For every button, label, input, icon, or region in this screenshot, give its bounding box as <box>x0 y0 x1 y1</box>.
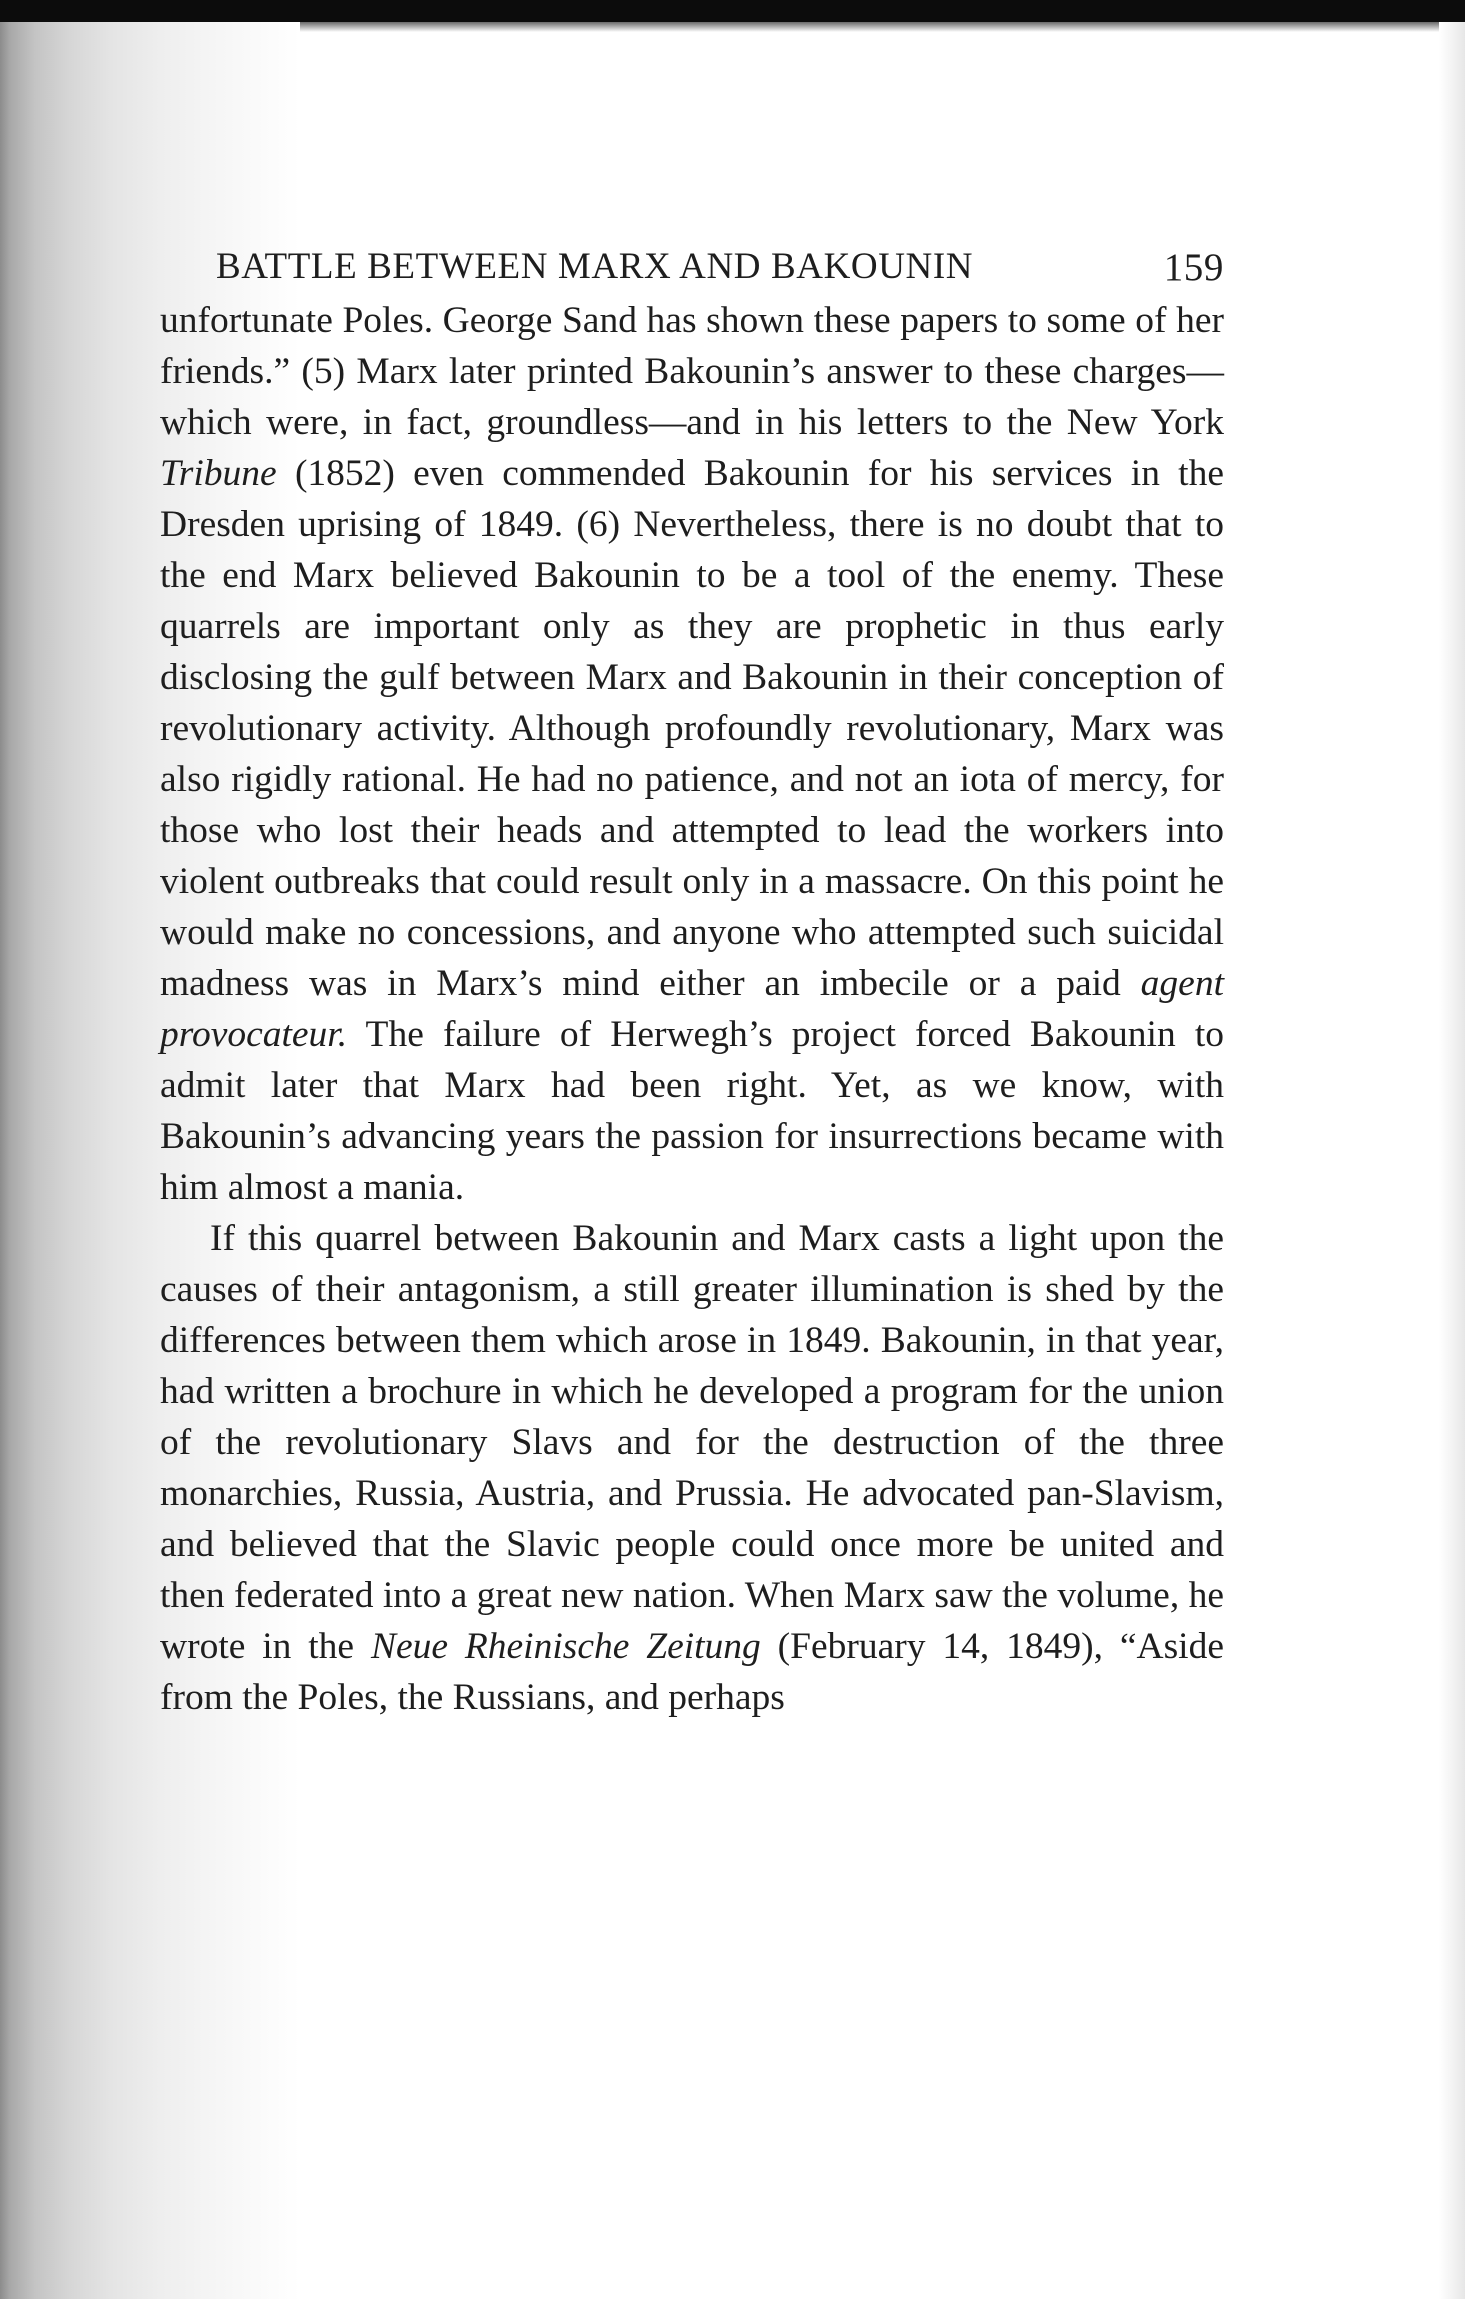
running-head <box>160 235 1224 295</box>
page-edge-shadow <box>1439 22 1465 2299</box>
italic-title-tribune: Tribune <box>160 453 277 494</box>
italic-title-neue-rheinische-zeitung: Neue Rheinische Zeitung <box>370 1626 761 1667</box>
italic-phrase-agent-provocateur: agent provocateur. <box>160 963 1224 1055</box>
running-title: BATTLE BETWEEN MARX AND BAKOUNIN <box>216 246 974 287</box>
book-page <box>160 235 1224 1723</box>
page-number: 159 <box>1163 246 1224 289</box>
paragraph-continued <box>160 295 1224 1213</box>
paragraph-text: The failure of Herwegh’s project forced Bakounin to admit later that Marx had been right. Yet, as we know, with Bakounin’s advancing years the passion for insurrections became with him almost a mania. <box>160 1014 1224 1208</box>
paragraph-text: (1852) even commended Bakounin for his services in the Dresden uprising of 1849. (6) Nevertheless, there is no doubt that to the end Marx believed Bakounin to be a tool of the enemy. These quarrels are important only as they are prophetic in thus early disclosing the gulf between Marx and Bakounin in their conception of revolutionary activity. Although profoundly revolutionary, Marx was also rigidly rational. He had no patience, and not an iota of mercy, for those who lost their heads and attempted to lead the workers into violent outbreaks that could result only in a massacre. On this point he would make no concessions, and anyone who attempted such suicidal madness was in Marx’s mind either an imbecile or a paid <box>160 453 1224 1004</box>
paragraph-text: If this quarrel between Bakounin and Marx casts a light upon the causes of their antagonism, a still greater illumination is shed by the differences between them which arose in 1849. Bakounin, in that year, had written a brochure in which he developed a program for the union of the revolutionary Slavs and for the destruction of the three monarchies, Russia, Austria, and Prussia. He advocated pan-Slavism, and believed that the Slavic people could once more be united and then federated into a great new nation. When Marx saw the volume, he wrote in the <box>160 1218 1224 1667</box>
body-text <box>160 295 1224 1723</box>
paragraph-text: unfortunate Poles. George Sand has shown these papers to some of her friends.” (5) Marx later printed Bakounin’s answer to these charges—which were, in fact, groundless—and in his letters to the New York <box>160 300 1224 443</box>
scan-top-border <box>0 0 1465 22</box>
paragraph-text: (February 14, 1849), “Aside from the Poles, the Russians, and perhaps <box>160 1626 1224 1718</box>
paragraph <box>160 1213 1224 1723</box>
